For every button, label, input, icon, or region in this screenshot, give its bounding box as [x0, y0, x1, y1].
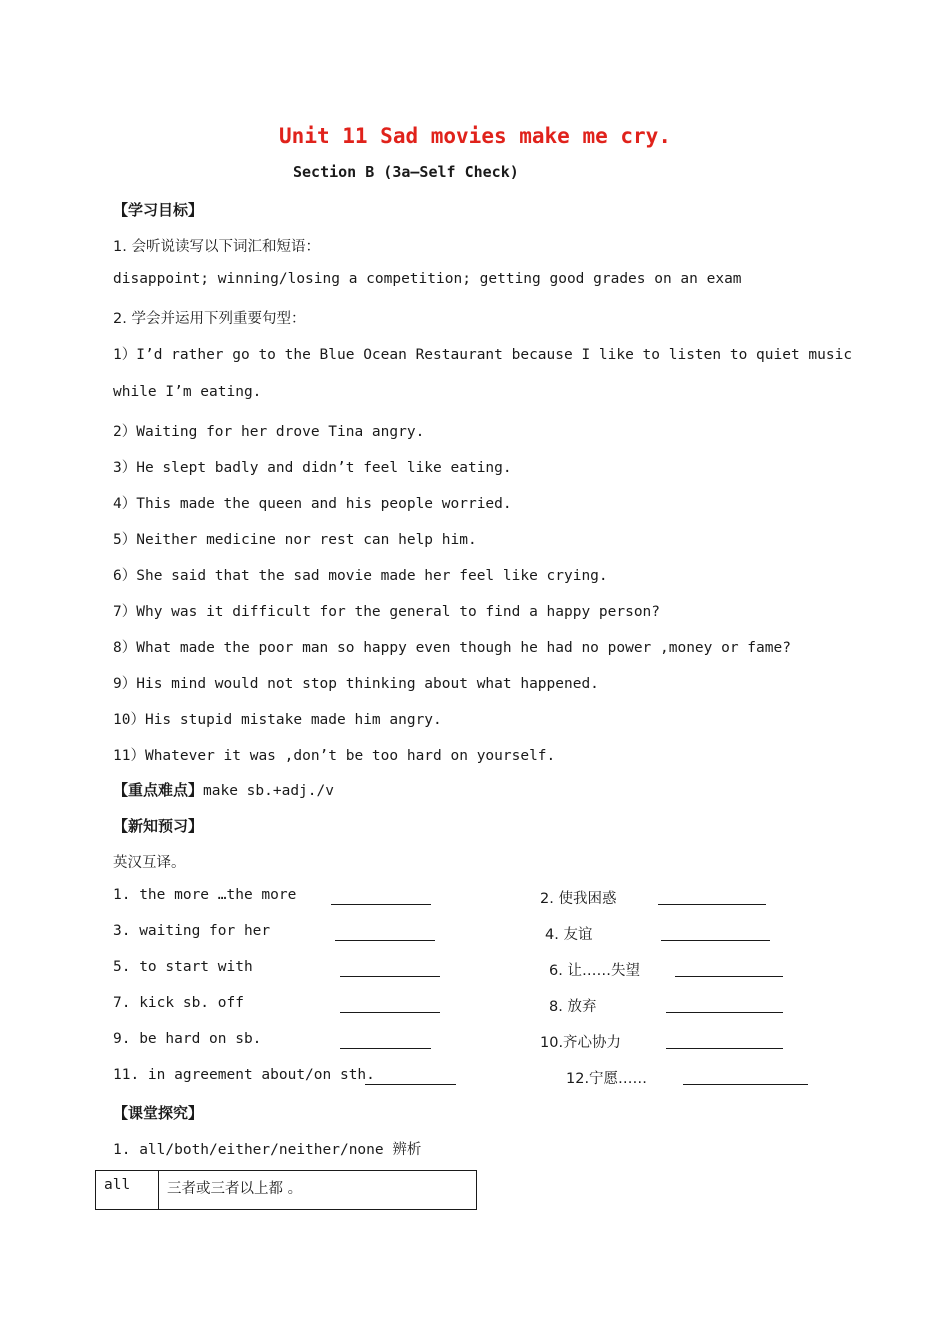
sentence-item: 4）This made the queen and his people worried.: [113, 496, 512, 512]
vocab-item: 6. 让……失望: [549, 963, 640, 979]
page-title: Unit 11 Sad movies make me cry.: [279, 124, 671, 148]
keypoints-text: make sb.+adj./v: [203, 783, 334, 799]
table-row: [96, 1171, 477, 1210]
objectives-heading: 【学习目标】: [113, 201, 204, 219]
sentence-item: 2）Waiting for her drove Tina angry.: [113, 424, 425, 440]
answer-blank[interactable]: [683, 1084, 808, 1085]
answer-blank[interactable]: [335, 940, 435, 941]
sentence-item: while I’m eating.: [113, 384, 262, 400]
vocab-item: 8. 放弃: [549, 999, 597, 1015]
vocab-item: 12.宁愿……: [566, 1071, 648, 1087]
sentence-item: 6）She said that the sad movie made her feel like crying.: [113, 568, 608, 584]
preview-instruction: 英汉互译。: [113, 855, 186, 871]
vocab-item: 10.齐心协力: [540, 1035, 622, 1051]
explore-item: 1. all/both/either/neither/none 辨析: [113, 1142, 422, 1158]
sentence-item: 7）Why was it difficult for the general to find a happy person?: [113, 604, 661, 620]
answer-blank[interactable]: [340, 976, 440, 977]
sentence-item: 8）What made the poor man so happy even though he had no power ,money or fame?: [113, 640, 791, 656]
table-cell-meaning: 三者或三者以上都 。: [159, 1171, 477, 1210]
vocab-item: 5. to start with: [113, 959, 253, 975]
sentence-item: 9）His mind would not stop thinking about what happened.: [113, 676, 599, 692]
keypoints-heading: 【重点难点】: [113, 781, 204, 799]
comparison-table: [95, 1170, 477, 1210]
vocab-item: 3. waiting for her: [113, 923, 271, 939]
vocab-item: 11. in agreement about/on sth.: [113, 1067, 375, 1083]
objective-1: 1. 会听说读写以下词汇和短语：: [113, 239, 320, 255]
answer-blank[interactable]: [675, 976, 783, 977]
preview-heading: 【新知预习】: [113, 817, 204, 835]
vocab-item: 2. 使我困惑: [540, 891, 617, 907]
explore-heading: 【课堂探究】: [113, 1104, 204, 1122]
sentence-item: 1）I’d rather go to the Blue Ocean Restaurant because I like to listen to quiet music: [113, 347, 853, 363]
vocab-line: disappoint; winning/losing a competition; getting good grades on an exam: [113, 271, 742, 287]
vocab-item: 7. kick sb. off: [113, 995, 244, 1011]
sentence-item: 3）He slept badly and didn’t feel like eating.: [113, 460, 512, 476]
answer-blank[interactable]: [666, 1048, 783, 1049]
page-subtitle: Section B (3a—Self Check): [293, 163, 519, 181]
sentence-item: 11）Whatever it was ,don’t be too hard on yourself.: [113, 748, 556, 764]
vocab-item: 4. 友谊: [545, 927, 593, 943]
vocab-item: 1. the more …the more: [113, 887, 297, 903]
answer-blank[interactable]: [658, 904, 766, 905]
answer-blank[interactable]: [365, 1084, 456, 1085]
answer-blank[interactable]: [340, 1012, 440, 1013]
objective-2: 2. 学会并运用下列重要句型：: [113, 311, 306, 327]
answer-blank[interactable]: [331, 904, 431, 905]
keypoints-line: [113, 779, 334, 800]
sentence-item: 5）Neither medicine nor rest can help him.: [113, 532, 477, 548]
vocab-item: 9. be hard on sb.: [113, 1031, 262, 1047]
answer-blank[interactable]: [666, 1012, 783, 1013]
sentence-item: 10）His stupid mistake made him angry.: [113, 712, 442, 728]
answer-blank[interactable]: [661, 940, 770, 941]
answer-blank[interactable]: [340, 1048, 431, 1049]
table-cell-word: all: [96, 1171, 159, 1210]
